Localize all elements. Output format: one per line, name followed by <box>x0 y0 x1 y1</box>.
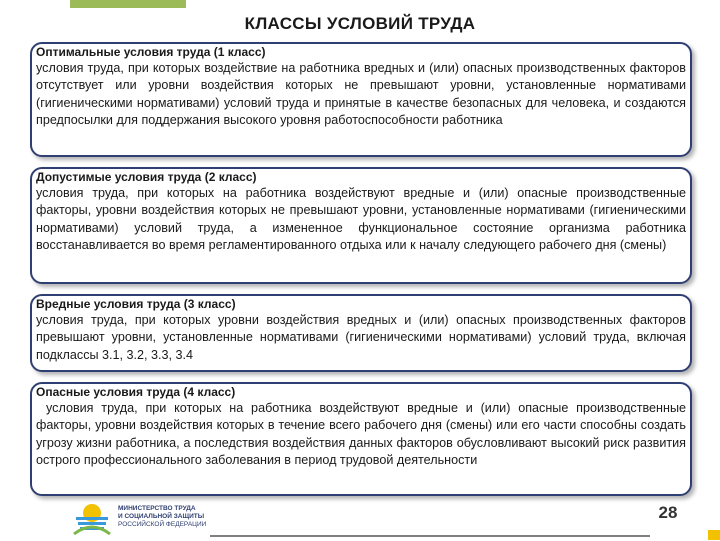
card-title: Опасные условия труда (4 класс) <box>36 385 236 399</box>
class-card-harmful <box>30 294 692 372</box>
class-card-permissible <box>30 167 692 284</box>
class-card-dangerous <box>30 382 692 496</box>
ministry-emblem-icon <box>72 500 112 536</box>
card-text: условия труда, при которых на работника воздействуют вредные и (или) опасные производственные факторы, уровни воздействия которых не превышают уровни, установленные нормативами (гигиеническими нормативами) условий труда, а измененное функциональное состояние организма работника восстанавливается во время регламентированного отдыха или к началу следующего рабочего дня (смены) <box>36 186 686 253</box>
card-title: Допустимые условия труда (2 класс) <box>36 170 257 184</box>
ministry-name-line: МИНИСТЕРСТВО ТРУДА <box>118 505 196 512</box>
footer-divider <box>210 535 650 537</box>
ministry-name-line: И СОЦИАЛЬНОЙ ЗАЩИТЫ <box>118 513 205 520</box>
card-title: Оптимальные условия труда (1 класс) <box>36 45 266 59</box>
page-number: 28 <box>658 503 678 522</box>
ministry-name-line: РОССИЙСКОЙ ФЕДЕРАЦИИ <box>118 521 207 528</box>
page-title: КЛАССЫ УСЛОВИЙ ТРУДА <box>244 14 476 33</box>
card-title: Вредные условия труда (3 класс) <box>36 297 236 311</box>
card-text: условия труда, при которых воздействие на работника вредных и (или) опасных производственных факторов отсутствует или уровни воздействия которых не превышают уровни, установленные нормативами (гигиеническими нормативами) условий труда и принятые в качестве безопасных для человека, и создаются предпосылки для поддержания высокого уровня работоспособности работника <box>36 61 686 128</box>
ministry-logo <box>72 500 222 540</box>
card-text: условия труда, при которых уровни воздействия вредных и (или) опасных производственных факторов превышают уровни, установленные нормативами (гигиеническими нормативами) условий труда, включая подклассы 3.1, 3.2, 3.3, 3.4 <box>36 313 686 362</box>
class-card-optimal <box>30 42 692 157</box>
header-accent-bar <box>70 0 186 8</box>
card-text: условия труда, при которых на работника воздействуют вредные и (или) опасные производственные факторы, уровни воздействия которых в течение всего рабочего дня (смены) или его части способны создать угрозу жизни работника, а последствия воздействия данных факторов обусловливают высокий риск развития острого профессионального заболевания в период трудовой деятельности <box>36 401 686 468</box>
ministry-name <box>118 505 228 529</box>
corner-accent <box>708 530 720 540</box>
